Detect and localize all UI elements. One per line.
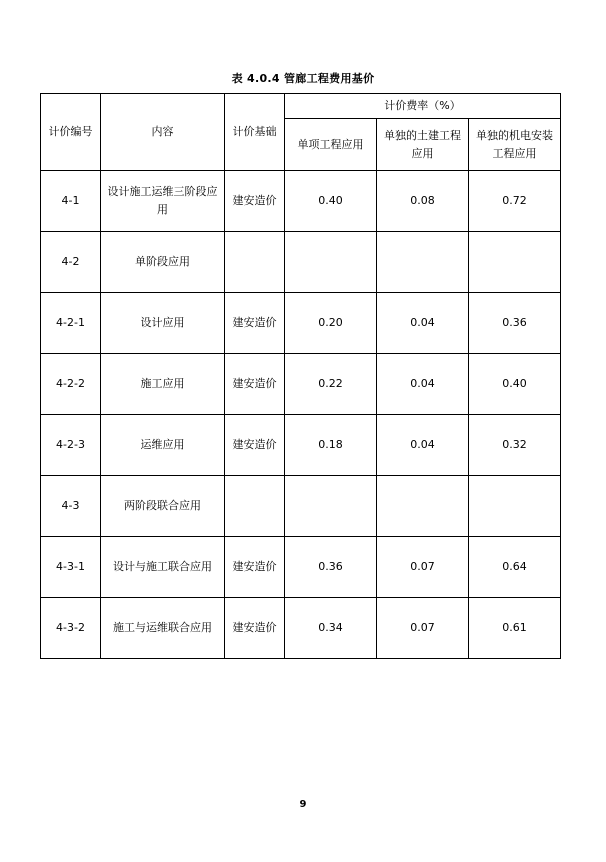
table-row — [41, 415, 561, 476]
cell-content: 两阶段联合应用 — [101, 476, 225, 537]
cell-rate-civil: 0.07 — [377, 537, 469, 598]
cell-code: 4-2-2 — [41, 354, 101, 415]
header-rate-single: 单项工程应用 — [285, 119, 377, 171]
cell-content: 运维应用 — [101, 415, 225, 476]
cell-content: 施工应用 — [101, 354, 225, 415]
table-row — [41, 598, 561, 659]
cell-basis: 建安造价 — [225, 537, 285, 598]
cell-rate-single: 0.40 — [285, 171, 377, 232]
cell-basis — [225, 476, 285, 537]
cell-content: 设计应用 — [101, 293, 225, 354]
cell-basis: 建安造价 — [225, 598, 285, 659]
table-row — [41, 354, 561, 415]
cell-code: 4-2 — [41, 232, 101, 293]
cell-rate-single: 0.20 — [285, 293, 377, 354]
header-rate-mech: 单独的机电安装工程应用 — [469, 119, 561, 171]
cell-rate-mech: 0.61 — [469, 598, 561, 659]
page-number: 9 — [299, 799, 307, 810]
table-row — [41, 232, 561, 293]
cell-content: 施工与运维联合应用 — [101, 598, 225, 659]
cell-rate-civil: 0.04 — [377, 293, 469, 354]
header-row-1 — [41, 94, 561, 119]
cell-rate-mech: 0.32 — [469, 415, 561, 476]
cell-rate-mech — [469, 232, 561, 293]
cell-content: 设计与施工联合应用 — [101, 537, 225, 598]
cell-code: 4-3 — [41, 476, 101, 537]
cell-rate-civil: 0.08 — [377, 171, 469, 232]
cell-basis: 建安造价 — [225, 293, 285, 354]
table-row — [41, 476, 561, 537]
cell-basis — [225, 232, 285, 293]
table-row — [41, 171, 561, 232]
cell-rate-single: 0.18 — [285, 415, 377, 476]
header-content: 内容 — [101, 94, 225, 171]
cell-rate-single: 0.34 — [285, 598, 377, 659]
cell-content: 单阶段应用 — [101, 232, 225, 293]
header-code: 计价编号 — [41, 94, 101, 171]
cell-basis: 建安造价 — [225, 354, 285, 415]
cell-rate-single: 0.22 — [285, 354, 377, 415]
fee-table — [40, 93, 561, 659]
cell-rate-mech: 0.64 — [469, 537, 561, 598]
cell-content: 设计施工运维三阶段应用 — [101, 171, 225, 232]
cell-code: 4-2-1 — [41, 293, 101, 354]
header-basis: 计价基础 — [225, 94, 285, 171]
cell-basis: 建安造价 — [225, 171, 285, 232]
cell-rate-civil: 0.04 — [377, 415, 469, 476]
cell-rate-single — [285, 232, 377, 293]
cell-rate-civil — [377, 476, 469, 537]
cell-rate-mech: 0.36 — [469, 293, 561, 354]
cell-rate-single: 0.36 — [285, 537, 377, 598]
cell-rate-mech — [469, 476, 561, 537]
cell-code: 4-1 — [41, 171, 101, 232]
cell-code: 4-3-1 — [41, 537, 101, 598]
header-rate-group: 计价费率（%） — [285, 94, 561, 119]
cell-rate-civil: 0.07 — [377, 598, 469, 659]
cell-code: 4-2-3 — [41, 415, 101, 476]
header-rate-civil: 单独的土建工程应用 — [377, 119, 469, 171]
table-caption: 表 4.0.4 管廊工程费用基价 — [231, 72, 375, 85]
cell-rate-mech: 0.40 — [469, 354, 561, 415]
cell-rate-single — [285, 476, 377, 537]
cell-code: 4-3-2 — [41, 598, 101, 659]
cell-rate-civil — [377, 232, 469, 293]
cell-rate-mech: 0.72 — [469, 171, 561, 232]
table-row — [41, 293, 561, 354]
table-row — [41, 537, 561, 598]
cell-rate-civil: 0.04 — [377, 354, 469, 415]
cell-basis: 建安造价 — [225, 415, 285, 476]
